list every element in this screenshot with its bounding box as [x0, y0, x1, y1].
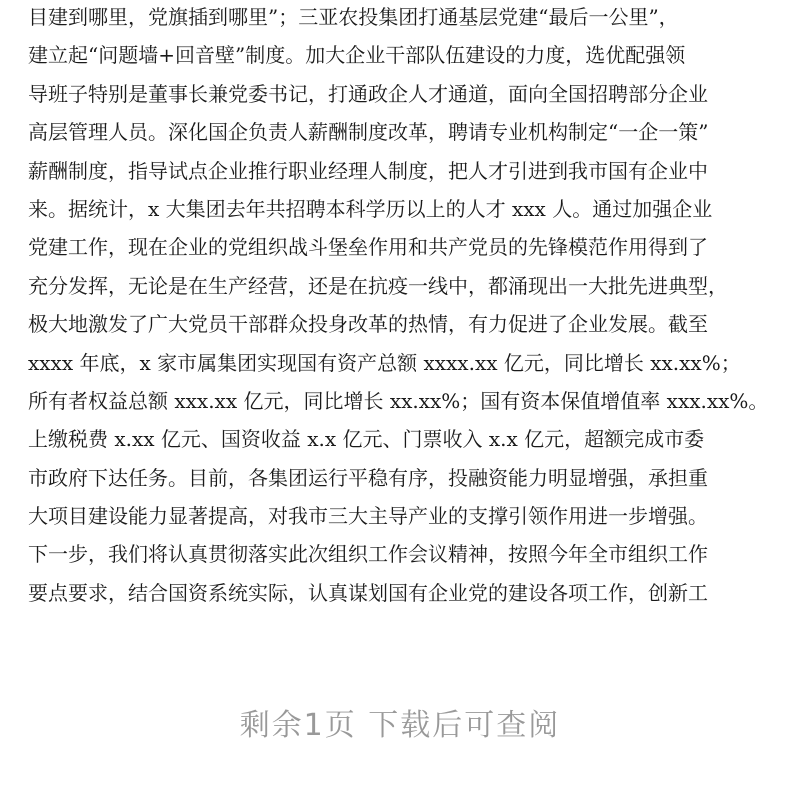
text-line: 要点要求，结合国资系统实际，认真谋划国有企业党的建设各项工作，创新工: [28, 580, 708, 605]
text-line: 市政府下达任务。目前，各集团运行平稳有序，投融资能力明显增强，承担重: [28, 465, 708, 490]
text-line: 所有者权益总额 xxx.xx 亿元，同比增长 xx.xx%；国有资本保值增值率 xxx.xx%。: [28, 388, 769, 413]
text-line: 上缴税费 x.xx 亿元、国资收益 x.x 亿元、门票收入 x.x 亿元，超额完成市委: [28, 427, 705, 452]
text-line: 目建到哪里，党旗插到哪里”；三亚农投集团打通基层党建“最后一公里”，: [28, 5, 679, 29]
text-line: 建立起“问题墙+回音壁”制度。加大企业干部队伍建设的力度，选优配强领: [28, 43, 686, 68]
text-line: 充分发挥，无论是在生产经营，还是在抗疫一线中，都涌现出一大批先进典型，: [28, 273, 728, 298]
text-line: 下一步，我们将认真贯彻落实此次组织工作会议精神，按照今年全市组织工作: [28, 542, 708, 567]
text-line: 薪酬制度，指导试点企业推行职业经理人制度，把人才引进到我市国有企业中: [28, 158, 708, 183]
text-line: 来。据统计，x 大集团去年共招聘本科学历以上的人才 xxx 人。通过加强企业: [28, 196, 713, 221]
text-line: xxxx 年底，x 家市属集团实现国有资产总额 xxxx.xx 亿元，同比增长 xx.xx%；: [28, 350, 741, 375]
text-line: 极大地激发了广大党员干部群众投身改革的热情，有力促进了企业发展。截至: [28, 312, 708, 337]
text-line: 导班子特别是董事长兼党委书记，打通政企人才通道，面向全国招聘部分企业: [28, 81, 708, 106]
remaining-pages-notice[interactable]: 剩余1页 下载后可查阅: [239, 708, 561, 743]
paragraph-1: [28, 5, 778, 528]
document-body: [28, 0, 778, 619]
paragraph-2: [28, 542, 778, 604]
text-line: 党建工作，现在企业的党组织战斗堡垒作用和共产党员的先锋模范作用得到了: [28, 235, 708, 260]
text-line: 高层管理人员。深化国企负责人薪酬制度改革，聘请专业机构制定“一企一策”: [28, 120, 709, 145]
text-line: 大项目建设能力显著提高，对我市三大主导产业的支撑引领作用进一步增强。: [28, 504, 708, 529]
